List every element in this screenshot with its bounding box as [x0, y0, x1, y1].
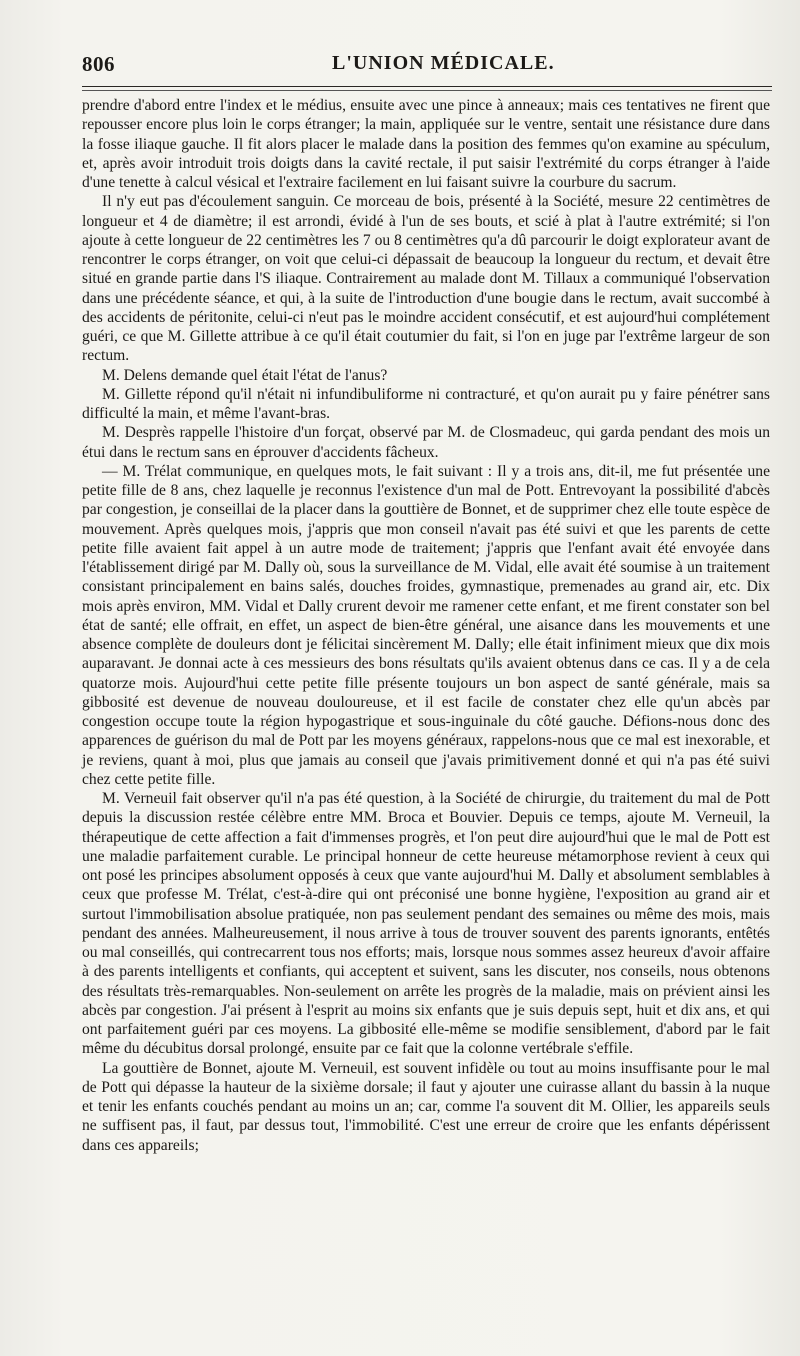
header-rule [82, 86, 772, 87]
page-number: 806 [82, 52, 115, 76]
header-rule-thin [82, 90, 772, 91]
paragraph: M. Desprès rappelle l'histoire d'un forçat, observé par M. de Closmadeuc, qui garda pendant des mois un étui dans le rectum sans en éprouver d'accidents fâcheux. [82, 424, 770, 461]
paragraph: — M. Trélat communique, en quelques mots, le fait suivant : Il y a trois ans, dit-il, me fut présentée une petite fille de 8 ans, chez laquelle je reconnus l'existence d'un mal de Pott. Entrevoyant la possibilité d'abcès par congestion, je conseillai de la placer dans la gouttière de Bonnet, et de supprimer chez elle toute espèce de mouvement. Après quelques mois, j'appris que mon conseil n'avait pas été suivi et que les parents de cette petite fille avaient fait appel à un autre mode de traitement; j'appris que l'enfant avait été envoyée dans l'établissement dirigé par M. Dally où, sous la surveillance de M. Vidal, elle avait été soumise à un traitement consistant principalement en bains salés, douches froides, gymnastique, premenades au grand air, etc. Dix mois après environ, MM. Vidal et Dally crurent devoir me ramener cette enfant, et me firent constater son bel état de santé; elle offrait, en effet, un aspect de bien-être général, une aisance dans les mouvements et une absence complète de douleurs dont je félicitai sincèrement M. Dally; elle était infiniment mieux que dix mois auparavant. Je donnai acte à ces messieurs des bons résultats qu'ils avaient obtenus dans ce cas. Il y a de cela quatorze mois. Aujourd'hui cette petite fille présente toujours un bon aspect de santé générale, mais sa gibbosité est devenue de nouveau douloureuse, et il est facile de constater chez elle qu'un abcès par congestion occupe toute la région hypogastrique et sous-inguinale du côté gauche. Défions-nous donc des apparences de guérison du mal de Pott par les moyens généraux, rappelons-nous que ce mal est inexorable, et je reviens, quant à moi, plus que jamais au conseil que j'avais primitivement donné et qui n'a pas été suivi chez cette petite fille. [82, 462, 770, 788]
paragraph: M. Gillette répond qu'il n'était ni infundibuliforme ni contracturé, et qu'on aurait pu y faire pénétrer sans difficulté la main, et même l'avant-bras. [82, 385, 770, 422]
paragraph: M. Delens demande quel était l'état de l'anus? [102, 366, 388, 384]
paragraph: Il n'y eut pas d'écoulement sanguin. Ce morceau de bois, présenté à la Société, mesure 22 centimètres de longueur et 4 de diamètre; il est arrondi, évidé à l'un de ses bouts, et scié à plat à l'autre extrémité; si l'on ajoute à cette longueur de 22 centimètres les 7 ou 8 centimètres qu'a dû parcourir le doigt explorateur avant de rencontrer le corps étranger, on voit que celui-ci dépassait de beaucoup la longueur du rectum, et devait être situé en grande partie dans l'S iliaque. Contrairement au malade dont M. Tillaux a communiqué l'observation dans une précédente séance, et qui, à la suite de l'introduction d'une bougie dans le rectum, avait succombé à des accidents de péritonite, celui-ci n'eut pas le moindre accident consécutif, et est aujourd'hui complétement guéri, ce que M. Gillette attribue à ce qu'il était coutumier du fait, si l'on en juge par l'extrême largeur de son rectum. [82, 193, 770, 365]
paragraph: prendre d'abord entre l'index et le médius, ensuite avec une pince à anneaux; mais ces tentatives ne firent que repousser encore plus loin le corps étranger; la main, appliquée sur le ventre, sentait une résistance dure dans la fosse iliaque gauche. Il fit alors placer le malade dans la position des femmes qu'on examine au spéculum, et, après avoir introduit trois doigts dans la cavité rectale, il put saisir l'extrémité du corps étranger à l'aide d'une tenette à calcul vésical et l'extraire facilement en lui faisant suivre la courbure du sacrum. [82, 97, 770, 191]
paragraph: M. Verneuil fait observer qu'il n'a pas été question, à la Société de chirurgie, du traitement du mal de Pott depuis la discussion restée célèbre entre MM. Broca et Bouvier. Depuis ce temps, ajoute M. Verneuil, la thérapeutique de cette affection a fait d'immenses progrès, et l'on peut dire aujourd'hui que le mal de Pott est une maladie parfaitement curable. Le principal honneur de cette heureuse métamorphose revient à ceux qui ont posé les principes absolument opposés à ceux que vante aujourd'hui M. Dally et absolument semblables à ceux que professe M. Trélat, c'est-à-dire qui ont préconisé une bonne hygiène, l'exposition au grand air et surtout l'immobilisation absolue pratiquée, non pas seulement pendant des semaines ou même des mois, mais pendant des années. Malheureusement, il nous arrive à tous de trouver souvent des parents ignorants, entêtés ou mal conseillés, qui contrecarrent tous nos efforts; mais, lorsque nous sommes assez heureux d'avoir affaire à des parents intelligents et confiants, qui acceptent et suivent, sans les discuter, nos conseils, nous obtenons des résultats très-remarquables. Non-seulement on arrête les progrès de la maladie, mais on prévient ainsi les abcès par congestion. J'ai présent à l'esprit au moins six enfants que je suis depuis sept, huit et dix ans, et qui ont parfaitement guéri par ces moyens. La gibbosité elle-même se modifie sensiblement, d'abord par le fait même du décubitus dorsal prolongé, ensuite par ce fait que la colonne vertébrale s'effile. [82, 790, 770, 1058]
running-title: L'UNION MÉDICALE. [332, 52, 555, 74]
page-header [82, 52, 772, 82]
body-text [82, 96, 770, 1155]
paragraph: La gouttière de Bonnet, ajoute M. Verneuil, est souvent infidèle ou tout au moins insuffisante pour le mal de Pott qui dépasse la hauteur de la sixième dorsale; il faut y ajouter une cuirasse allant du bassin à la nuque et tenir les enfants couchés pendant au moins un an; car, comme l'a souvent dit M. Ollier, les appareils seuls ne suffisent pas, il faut, par dessus tout, l'immobilité. C'est une erreur de croire que les enfants dépérissent dans ces appareils; [82, 1059, 770, 1154]
